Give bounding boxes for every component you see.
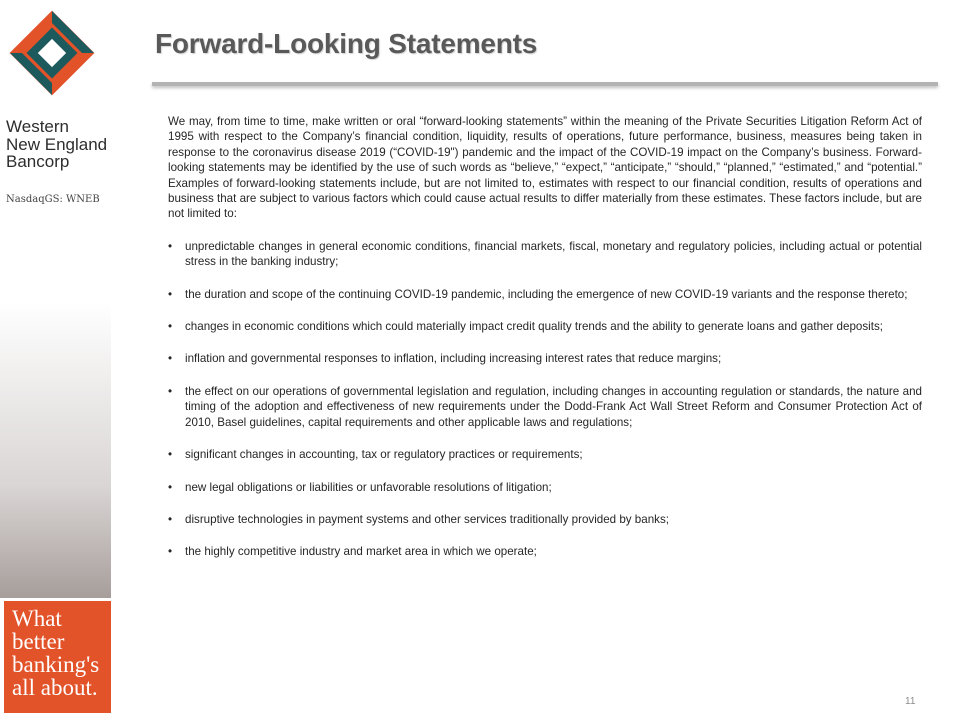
tagline-line-2: better <box>12 629 65 654</box>
tagline-line-4: all about. <box>12 675 98 700</box>
tagline-box <box>4 601 111 713</box>
bullet-icon: • <box>168 320 173 334</box>
bullet-icon: • <box>168 352 173 366</box>
list-item <box>168 239 922 270</box>
slide-content <box>168 114 922 577</box>
brand-name-line-1: Western <box>6 117 69 136</box>
tagline-line-3: banking's <box>12 652 100 677</box>
bullet-icon: • <box>168 480 173 494</box>
list-item <box>168 480 922 495</box>
sidebar-gradient <box>0 228 111 598</box>
intro-paragraph: We may, from time to time, make written or oral “forward-looking statements” within the meaning of the Private Securities Litigation Reform Act of 1995 with respect to the Company’s financial condition, liquidity, results of operations, future performance, business, measures being taken in response to the coronavirus disease 2019 (“COVID-19") pandemic and the impact of the COVID-19 impact on the Company’s business. Forward-looking statements may be identified by the use of such words as “believe,” “expect,” “anticipate,” “should,” “planned,” “estimated,” and “potential.” Examples of forward-looking statements include, but are not limited to, estimates with respect to our financial condition, results of operations and business that are subject to various factors which could cause actual results to differ materially from these estimates. These factors include, but are not limited to: <box>168 115 922 221</box>
slide-title: Forward-Looking Statements <box>155 28 538 59</box>
bullet-icon: • <box>168 384 173 398</box>
risk-factor-list <box>168 239 922 560</box>
list-item-text: significant changes in accounting, tax or regulatory practices or requirements; <box>185 448 583 462</box>
list-item-text: inflation and governmental responses to inflation, including increasing interest rates that reduce margins; <box>185 352 722 366</box>
brand-name <box>6 118 107 171</box>
tagline-line-1: What <box>12 606 62 631</box>
list-item <box>168 512 922 527</box>
tagline <box>12 607 99 699</box>
bullet-icon: • <box>168 545 173 559</box>
bullet-icon: • <box>168 239 173 253</box>
list-item <box>168 544 922 559</box>
title-divider <box>152 82 938 86</box>
bank-logo-icon <box>4 5 100 101</box>
list-item-text: changes in economic conditions which could materially impact credit quality trends and the ability to generate loans and gather deposits; <box>185 320 883 334</box>
list-item-text: the highly competitive industry and market area in which we operate; <box>185 545 537 559</box>
list-item-text: the effect on our operations of governmental legislation and regulation, including changes in accounting regulation or standards, the nature and timing of the adoption and effectiveness of new requirements under the Dodd-Frank Act Wall Street Reform and Consumer Protection Act of 2010, Basel guidelines, capital requirements and other applicable laws and regulations; <box>185 384 922 429</box>
list-item-text: new legal obligations or liabilities or unfavorable resolutions of litigation; <box>185 480 552 494</box>
page-number: 11 <box>905 696 916 707</box>
list-item <box>168 351 922 366</box>
bullet-icon: • <box>168 512 173 526</box>
brand-name-line-3: Bancorp <box>6 152 70 171</box>
brand-sidebar <box>0 0 122 720</box>
list-item-text: disruptive technologies in payment systems and other services traditionally provided by banks; <box>185 512 669 526</box>
list-item <box>168 384 922 430</box>
list-item-text: the duration and scope of the continuing COVID-19 pandemic, including the emergence of new COVID-19 variants and the response thereto; <box>185 287 908 301</box>
stock-ticker: NasdaqGS: WNEB <box>6 194 100 205</box>
list-item <box>168 319 922 334</box>
bullet-icon: • <box>168 287 173 301</box>
brand-name-line-2: New England <box>6 134 108 154</box>
bullet-icon: • <box>168 448 173 462</box>
list-item <box>168 447 922 462</box>
list-item-text: unpredictable changes in general economic conditions, financial markets, fiscal, monetary and regulatory policies, including actual or potential stress in the banking industry; <box>185 239 922 269</box>
list-item <box>168 287 922 302</box>
